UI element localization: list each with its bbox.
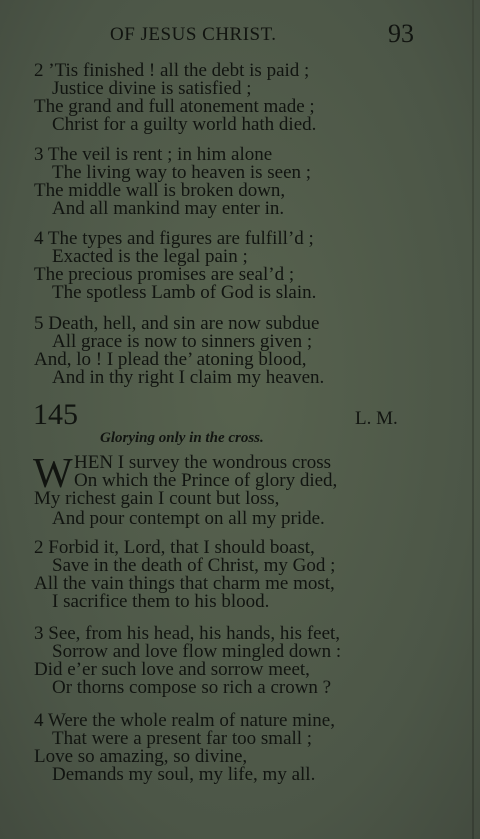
verse-line: 2 Forbid it, Lord, that I should boast, bbox=[34, 537, 315, 558]
verse-line: All grace is now to sinners given ; bbox=[52, 331, 313, 352]
page-header bbox=[0, 19, 480, 52]
page-number: 93 bbox=[388, 19, 414, 48]
verse-line: Exacted is the legal pain ; bbox=[52, 246, 248, 267]
verse-line: 4 The types and figures are fulfill’d ; bbox=[34, 228, 314, 249]
verse-line: The living way to heaven is seen ; bbox=[52, 162, 312, 183]
verse-line: The grand and full atonement made ; bbox=[34, 96, 315, 117]
verse-line: On which the Prince of glory died, bbox=[74, 470, 338, 491]
verse-line: 3 See, from his head, his hands, his feet, bbox=[34, 623, 341, 644]
verse-line: 3 The veil is rent ; in him alone bbox=[34, 144, 273, 165]
hymn-number: 145 bbox=[33, 398, 78, 431]
verse-line: I sacrifice them to his blood. bbox=[52, 591, 270, 612]
verse-line: Justice divine is satisfied ; bbox=[52, 78, 252, 99]
verse-line: The spotless Lamb of God is slain. bbox=[52, 282, 317, 303]
verse-line: And, lo ! I plead the’ atoning blood, bbox=[34, 349, 307, 370]
verse-line: That were a present far too small ; bbox=[52, 728, 313, 749]
verse-line: And all mankind may enter in. bbox=[52, 198, 285, 219]
running-head: OF JESUS CHRIST. bbox=[110, 24, 277, 45]
verse-line: Did e’er such love and sorrow meet, bbox=[34, 659, 310, 680]
verse-line: The middle wall is broken down, bbox=[34, 180, 286, 201]
verse-line: Sorrow and love flow mingled down : bbox=[52, 641, 342, 662]
verse-line: My richest gain I count but loss, bbox=[34, 488, 280, 509]
verse-line: HEN I survey the wondrous cross bbox=[74, 452, 331, 473]
hymn-meter: L. M. bbox=[355, 408, 398, 429]
verse-line: Or thorns compose so rich a crown ? bbox=[52, 677, 332, 698]
verse-line: The precious promises are seal’d ; bbox=[34, 264, 295, 285]
verse-line: Demands my soul, my life, my all. bbox=[52, 764, 316, 785]
verse-line: Save in the death of Christ, my God ; bbox=[52, 555, 336, 576]
page-edge bbox=[472, 0, 474, 839]
verse-line: Christ for a guilty world hath died. bbox=[52, 114, 317, 135]
verse-line: And pour contempt on all my pride. bbox=[52, 508, 325, 529]
verse-line: All the vain things that charm me most, bbox=[34, 573, 335, 594]
drop-cap: W bbox=[33, 451, 73, 497]
verse-line: And in thy right I claim my heaven. bbox=[52, 367, 325, 388]
verse-line: 5 Death, hell, and sin are now subdue bbox=[34, 313, 320, 334]
verse-line: 2 ’Tis finished ! all the debt is paid ; bbox=[34, 60, 310, 81]
verse-line: Love so amazing, so divine, bbox=[34, 746, 248, 767]
verse-line: 4 Were the whole realm of nature mine, bbox=[34, 710, 335, 731]
hymn-title: Glorying only in the cross. bbox=[100, 430, 264, 446]
